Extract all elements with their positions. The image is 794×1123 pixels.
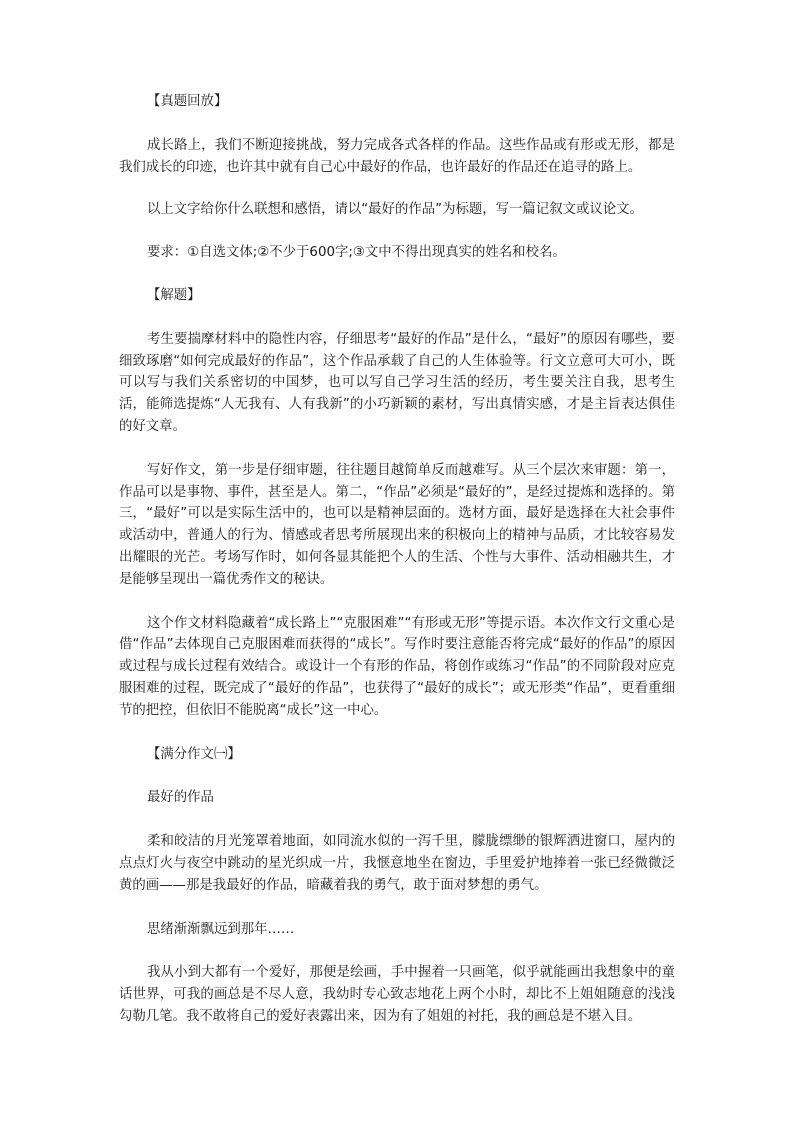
prompt-paragraph: 成长路上，我们不断迎接挑战，努力完成各式各样的作品。这些作品或有形或无形，都是我们成长的印迹，也许其中就有自己心中最好的作品，也许最好的作品还在追寻的路上。: [119, 137, 675, 175]
essay-paragraph-3: 我从小到大都有一个爱好，那便是绘画，手中握着一只画笔，似乎就能画出我想象中的童话世界，可我的画总是不尽人意，我幼时专心致志地花上两个小时，却比不上姐姐随意的浅浅勾勒几笔。我不敢将自己的爱好表露出来，因为有了姐姐的衬托，我的画总是不堪入目。: [119, 965, 675, 1024]
analysis-paragraph-3: 这个作文材料隐藏着“成长路上”“克服困难”“有形或无形”等提示语。本次作文行文重心是借“作品”去体现自己克服困难而获得的“成长”。写作时要注意能否将完成“最好的作品”的原因或过程与成长过程有效结合。或设计一个有形的作品，将创作或练习“作品”的不同阶段对应克服困难的过程，既完成了“最好的作品”，也获得了“最好的成长”；或无形类“作品”，更看重细节的把控，但依旧不能脱离“成长”这一中心。: [119, 615, 675, 718]
prompt-instruction: 以上文字给你什么联想和感悟，请以“最好的作品”为标题，写一篇记叙文或议论文。: [147, 202, 643, 218]
analysis-paragraph-2: 写好作文，第一步是仔细审题，往往题目越简单反而越难写。从三个层次来审题：第一，作品可以是事物、事件，甚至是人。第二，“作品”必须是“最好的”，是经过提炼和选择的。第三，“最好”可以是实际生活中的，也可以是精神层面的。选材方面，最好是选择在大社会事件或活动中，普通人的行为、情感或者思考所展现出来的积极向上的精神与品质，才比较容易发出耀眼的光芒。考场写作时，如何各显其能把个人的生活、个性与大事件、活动相融共生，才是能够呈现出一篇优秀作文的秘诀。: [119, 462, 675, 587]
essay-paragraph-2: 思绪渐渐飘远到那年……: [147, 921, 295, 937]
section-heading-essay: 【满分作文㈠】: [147, 746, 241, 762]
essay-title: 最好的作品: [147, 790, 214, 806]
prompt-requirements: 要求：①自选文体;②不少于600字;③文中不得出现真实的姓名和校名。: [147, 245, 566, 261]
section-heading-review: 【真题回放】: [147, 94, 228, 109]
essay-paragraph-1: 柔和皎洁的月光笼罩着地面，如同流水似的一泻千里，朦胧缥缈的银辉洒进窗口，屋内的点点灯火与夜空中跳动的星光织成一片，我惬意地坐在窗边，手里爱护地捧着一张已经微微泛黄的画——那是我最好的作品，暗藏着我的勇气，敢于面对梦想的勇气。: [119, 834, 675, 893]
analysis-paragraph-1: 考生要揣摩材料中的隐性内容，仔细思考“最好的作品”是什么，“最好”的原因有哪些，要细致琢磨“如何完成最好的作品”，这个作品承载了自己的人生体验等。行文立意可大可小，既可以写与我们关系密切的中国梦，也可以写自己学习生活的经历，考生要关注自我，思考生活，能筛选提炼“人无我有、人有我新”的小巧新颖的素材，写出真情实感，才是主旨表达俱佳的好文章。: [119, 331, 675, 434]
document-page: [119, 91, 675, 1028]
section-heading-analysis: 【解题】: [147, 287, 201, 303]
